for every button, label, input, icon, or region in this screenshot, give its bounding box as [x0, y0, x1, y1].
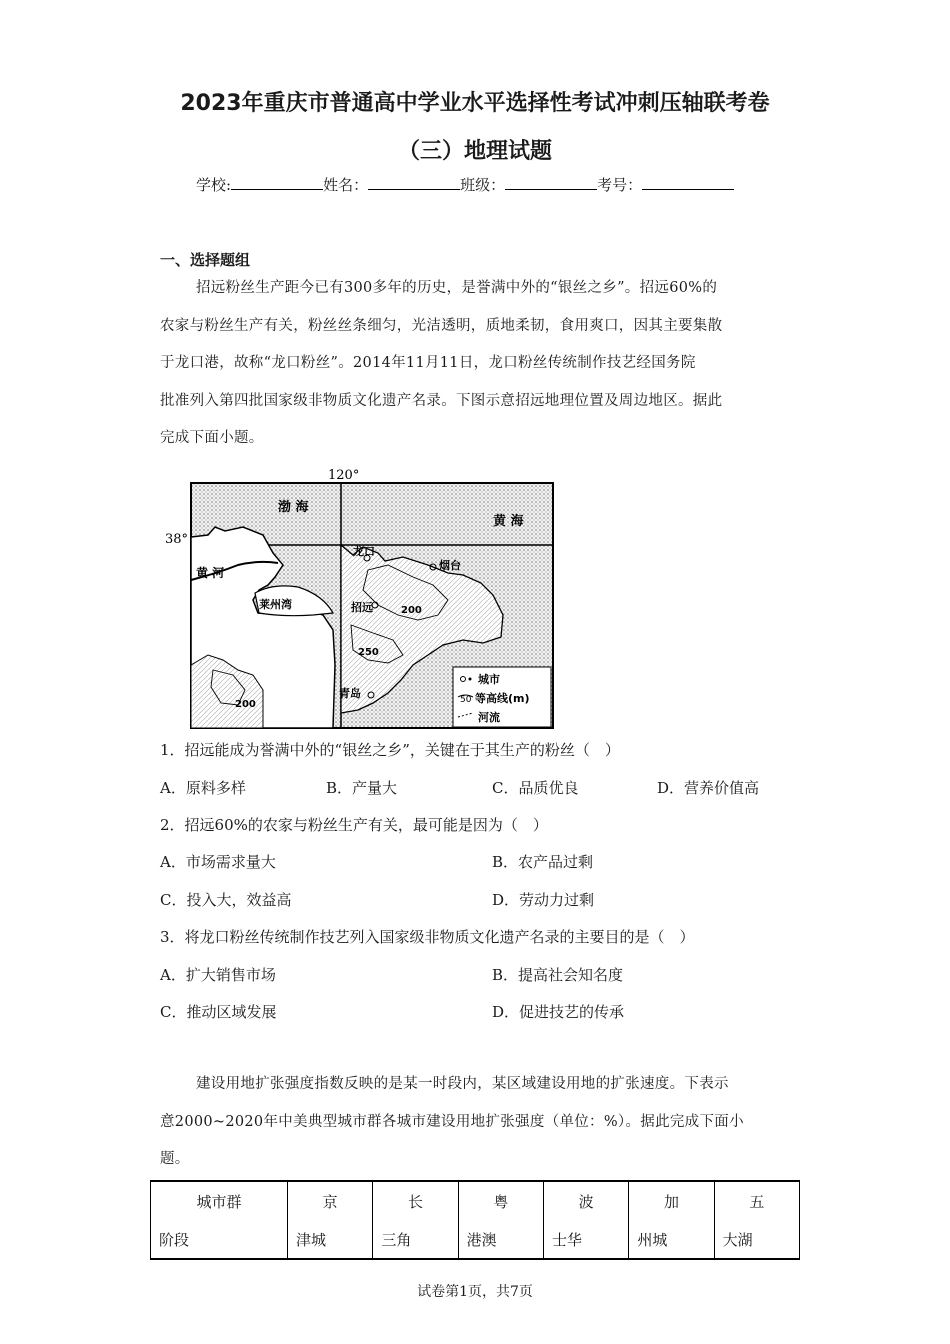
sea-label-bohai: 渤 海 [278, 500, 309, 515]
passage-line: 农家与粉丝生产有关，粉丝丝条细匀，光洁透明，质地柔韧，食用爽口，因其主要集散 [160, 317, 723, 334]
q1-option-a[interactable]: A．原料多样 [160, 779, 246, 797]
legend-river-text: 河流 [478, 711, 500, 724]
q2-option-c[interactable]: C．投入大，效益高 [160, 891, 292, 909]
passage-line: 完成下面小题。 [160, 430, 264, 446]
legend-city-symbol [469, 678, 472, 681]
class-blank[interactable] [505, 175, 597, 190]
name-blank[interactable] [368, 175, 460, 190]
question-2-stem: 2．招远60%的农家与粉丝生产有关，最可能是因为（ ） [160, 816, 548, 834]
contour-label: 200 [401, 605, 422, 616]
q1-option-b[interactable]: B．产量大 [326, 779, 398, 797]
passage-line: 建设用地扩张强度指数反映的是某一时段内，某区域建设用地的扩张速度。下表示 [196, 1076, 729, 1092]
contour-label: 250 [358, 647, 379, 658]
table-header-cell: 京 [288, 1181, 373, 1220]
legend-city-text: 城市 [478, 673, 500, 686]
legend-contour-text: 等高线(m) [475, 692, 530, 705]
table-header-cell: 港澳 [458, 1220, 543, 1259]
number-blank[interactable] [642, 175, 734, 190]
table-header-cell: 长 [373, 1181, 458, 1220]
legend-contour-sample: 50 [460, 695, 472, 705]
city-label: 青岛 [339, 687, 361, 700]
table-header-cell: 粤 [458, 1181, 543, 1220]
city-label: 招远 [351, 601, 373, 614]
table-header-cell: 五 [714, 1181, 799, 1220]
q1-option-d[interactable]: D．营养价值高 [657, 779, 760, 797]
q1-option-c[interactable]: C．品质优良 [492, 779, 579, 797]
latitude-label: 38° [165, 532, 189, 547]
table-header-row [151, 1220, 800, 1259]
school-blank[interactable] [231, 175, 323, 190]
q3-option-d[interactable]: D．促进技艺的传承 [492, 1003, 625, 1021]
question-1-stem: 1．招远能成为誉满中外的“银丝之乡”，关键在于其生产的粉丝（ ） [160, 741, 620, 759]
number-label: 考号： [597, 176, 643, 194]
passage-2 [160, 1066, 792, 1179]
q3-option-c[interactable]: C．推动区域发展 [160, 1003, 277, 1021]
table-header-cell: 士华 [543, 1220, 628, 1259]
passage-line: 于龙口港，故称“龙口粉丝”。2014年11月11日，龙口粉丝传统制作技艺经国务院 [160, 355, 696, 371]
q2-option-d[interactable]: D．劳动力过剩 [492, 891, 595, 909]
table-header-cell: 波 [543, 1181, 628, 1220]
table-header-cell: 加 [629, 1181, 714, 1220]
name-label: 姓名： [323, 176, 369, 194]
table-header-cell: 大湖 [714, 1220, 799, 1259]
class-label: 班级： [460, 176, 506, 194]
passage-line: 题。 [160, 1151, 190, 1167]
expansion-intensity-table [150, 1180, 800, 1260]
school-label: 学校: [196, 176, 232, 194]
river-label: 黄 河 [196, 566, 225, 580]
table-header-row [151, 1181, 800, 1220]
passage-line: 招远粉丝生产距今已有300多年的历史，是誉满中外的“银丝之乡”。招远60%的 [196, 280, 718, 296]
passage-line: 意2000~2020年中美典型城市群各城市建设用地扩张强度（单位：%）。据此完成下面小 [160, 1113, 744, 1130]
bay-label: 莱州湾 [259, 598, 292, 611]
page-footer: 试卷第1页，共7页 [417, 1284, 533, 1300]
q2-option-a[interactable]: A．市场需求量大 [160, 853, 276, 871]
city-label: 龙口 [353, 545, 375, 558]
section-heading: 一、选择题组 [160, 251, 251, 269]
table-corner-top: 城市群 [151, 1181, 288, 1220]
q3-option-b[interactable]: B．提高社会知名度 [492, 966, 624, 984]
q3-option-a[interactable]: A．扩大销售市场 [160, 966, 276, 984]
contour-label: 200 [235, 699, 256, 710]
table-header-cell: 津城 [288, 1220, 373, 1259]
question-3-stem: 3．将龙口粉丝传统制作技艺列入国家级非物质文化遗产名录的主要目的是（ ） [160, 928, 695, 946]
passage-1 [160, 270, 792, 458]
table-header-cell: 州城 [629, 1220, 714, 1259]
exam-title-line1: 2023年重庆市普通高中学业水平选择性考试冲刺压轴联考卷 [180, 91, 770, 116]
exam-title-line2: （三）地理试题 [397, 139, 552, 164]
longitude-label: 120° [328, 468, 360, 483]
q2-option-b[interactable]: B．农产品过剩 [492, 853, 594, 871]
city-label: 烟台 [439, 559, 461, 572]
student-info-line [196, 174, 734, 195]
table-header-cell: 三角 [373, 1220, 458, 1259]
sea-label-huanghai: 黄 海 [493, 514, 524, 529]
passage-line: 批准列入第四批国家级非物质文化遗产名录。下图示意招远地理位置及周边地区。据此 [160, 392, 723, 409]
location-map [163, 465, 558, 730]
table-corner-bottom: 阶段 [151, 1220, 288, 1259]
